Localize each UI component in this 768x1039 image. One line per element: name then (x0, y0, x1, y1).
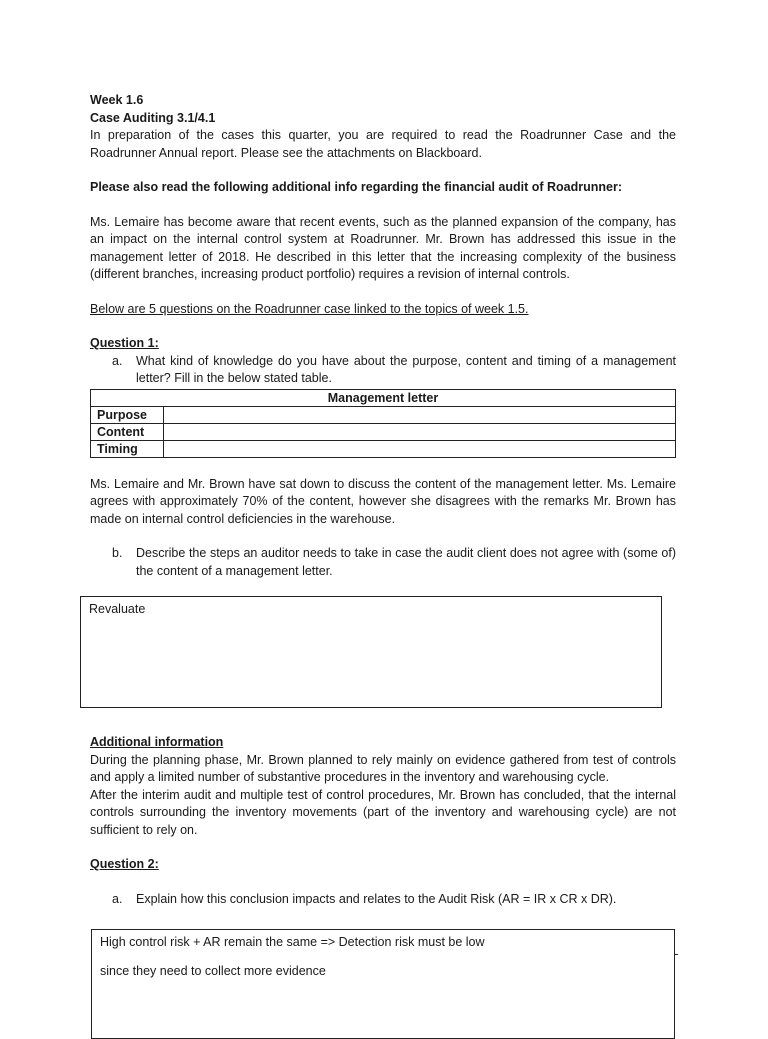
additional-information-section (90, 734, 676, 908)
answer-2-line-1: High control risk + AR remain the same => Detection risk must be low (100, 935, 485, 949)
discussion-paragraph: Ms. Lemaire and Mr. Brown have sat down to discuss the content of the management letter. Ms. Lemaire agrees with approximately 70% of the content, however she disagrees with the remarks Mr. Brown has made on internal control deficiencies in the warehouse. (90, 476, 676, 526)
row-label-timing: Timing (91, 440, 164, 457)
list-marker: a. (112, 891, 123, 906)
management-letter-table (90, 389, 676, 458)
intro-paragraph: In preparation of the cases this quarter, you are required to read the Roadrunner Case and the Roadrunner Annual report. Please see the attachments on Blackboard. (90, 128, 676, 160)
purpose-cell[interactable] (164, 406, 676, 423)
timing-cell[interactable] (164, 440, 676, 457)
table-row (91, 440, 676, 457)
question-2a (90, 891, 676, 909)
question-2-title: Question 2: (90, 857, 159, 871)
additional-info-p2: After the interim audit and multiple test of control procedures, Mr. Brown has concluded, that the internal controls surrounding the inventory movements (part of the inventory and warehousing cycle) are not sufficient to rely on. (90, 787, 676, 837)
question-1-title: Question 1: (90, 336, 159, 350)
question-1a (90, 353, 676, 388)
context-paragraph: Ms. Lemaire has become aware that recent events, such as the planned expansion of the company, has an impact on the internal control system at Roadrunner. Mr. Brown has addressed this issue in the management letter of 2018. He described in this letter that the increasing complexity of the business (different branches, increasing product portfolio) requires a revision of internal controls. (90, 214, 676, 281)
question-1b-text: Describe the steps an auditor needs to take in case the audit client does not agree with (some of) the content of a management letter. (136, 546, 676, 578)
border-artifact (675, 954, 678, 955)
additional-info-title: Additional information (90, 735, 224, 749)
document-page (90, 92, 676, 580)
table-header: Management letter (91, 389, 676, 406)
list-marker: b. (112, 546, 123, 560)
answer-box-1[interactable] (80, 596, 662, 708)
row-label-purpose: Purpose (91, 406, 164, 423)
content-cell[interactable] (164, 423, 676, 440)
table-row (91, 406, 676, 423)
answer-2-line-2: since they need to collect more evidence (100, 963, 326, 978)
row-label-content: Content (91, 423, 164, 440)
question-2a-text: Explain how this conclusion impacts and relates to the Audit Risk (AR = IR x CR x DR). (136, 891, 617, 906)
list-marker: a. (112, 353, 123, 368)
answer-1-text: Revaluate (89, 602, 146, 616)
question-1a-text: What kind of knowledge do you have about the purpose, content and timing of a management letter? Fill in the below stated table. (136, 353, 676, 385)
additional-info-lead: Please also read the following additional info regarding the financial audit of Roadrunner: (90, 180, 623, 194)
week-heading: Week 1.6 (90, 93, 144, 107)
table-row (91, 423, 676, 440)
question-1b (90, 545, 676, 580)
additional-info-p1: During the planning phase, Mr. Brown planned to rely mainly on evidence gathered from test of controls and apply a limited number of substantive procedures in the inventory and warehousing cycle. (90, 752, 676, 784)
answer-box-2[interactable] (91, 929, 675, 1039)
questions-intro: Below are 5 questions on the Roadrunner case linked to the topics of week 1.5. (90, 301, 529, 316)
case-heading: Case Auditing 3.1/4.1 (90, 110, 216, 125)
